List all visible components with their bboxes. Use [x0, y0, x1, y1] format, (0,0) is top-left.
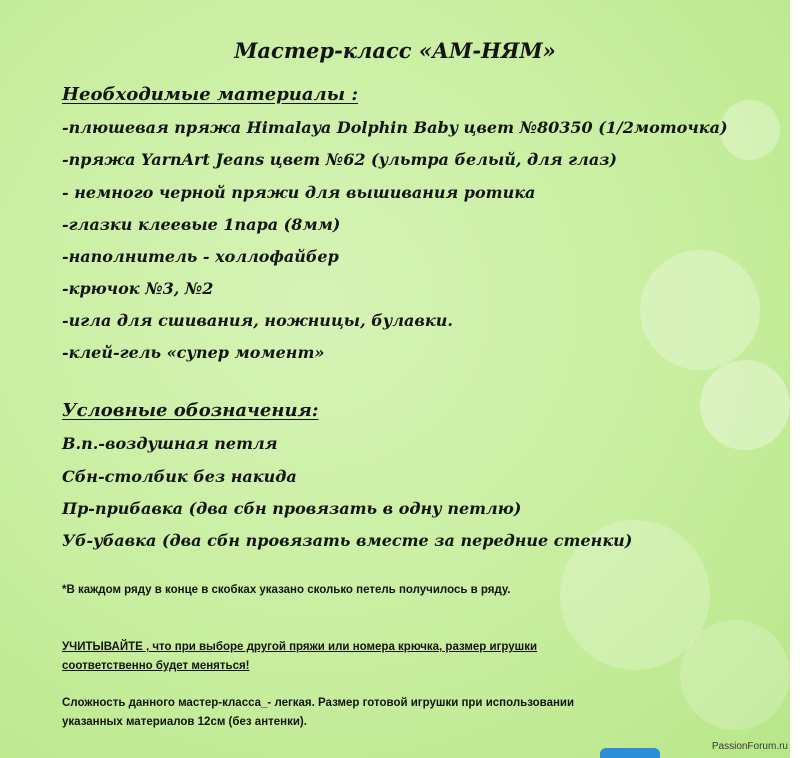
- difficulty-line: Сложность данного мастер-класса_- легкая. Размер готовой игрушки при использовании: [62, 697, 575, 709]
- warning-line: соответственно будет меняться!: [62, 660, 250, 672]
- difficulty-line: указанных материалов 12см (без антенки).: [62, 716, 307, 728]
- bokeh-circle: [720, 100, 780, 160]
- page-title: Мастер-класс «АМ-НЯМ»: [234, 38, 556, 63]
- material-item: - немного черной пряжи для вышивания ротика: [62, 183, 536, 202]
- bokeh-circle: [640, 250, 760, 370]
- bokeh-circle: [680, 620, 790, 730]
- warning-line: УЧИТЫВАЙТЕ , что при выборе другой пряжи или номера крючка, размер игрушки: [62, 641, 538, 653]
- watermark: PassionForum.ru: [711, 741, 788, 752]
- material-item: -крючок №3, №2: [62, 279, 214, 298]
- cropped-icon: [600, 748, 660, 758]
- legend-heading: Условные обозначения:: [62, 400, 319, 421]
- legend-item: Сбн-столбик без накида: [62, 467, 297, 486]
- legend-item: Уб-убавка (два сбн провязать вместе за передние стенки): [62, 531, 633, 550]
- materials-heading: Необходимые материалы :: [62, 84, 358, 105]
- material-item: -игла для сшивания, ножницы, булавки.: [62, 311, 453, 330]
- material-item: -наполнитель - холлофайбер: [62, 247, 339, 266]
- rows-note: *В каждом ряду в конце в скобках указано сколько петель получилось в ряду.: [62, 584, 511, 596]
- legend-item: В.п.-воздушная петля: [62, 434, 278, 453]
- material-item: -плюшевая пряжа Himalaya Dolphin Baby цвет №80350 (1/2моточка): [62, 118, 728, 137]
- material-item: -клей-гель «супер момент»: [62, 343, 325, 362]
- bokeh-circle: [700, 360, 790, 450]
- material-item: -пряжа YarnArt Jeans цвет №62 (ультра белый, для глаз): [62, 150, 617, 169]
- legend-item: Пр-прибавка (два сбн провязать в одну петлю): [62, 499, 522, 518]
- material-item: -глазки клеевые 1пара (8мм): [62, 215, 341, 234]
